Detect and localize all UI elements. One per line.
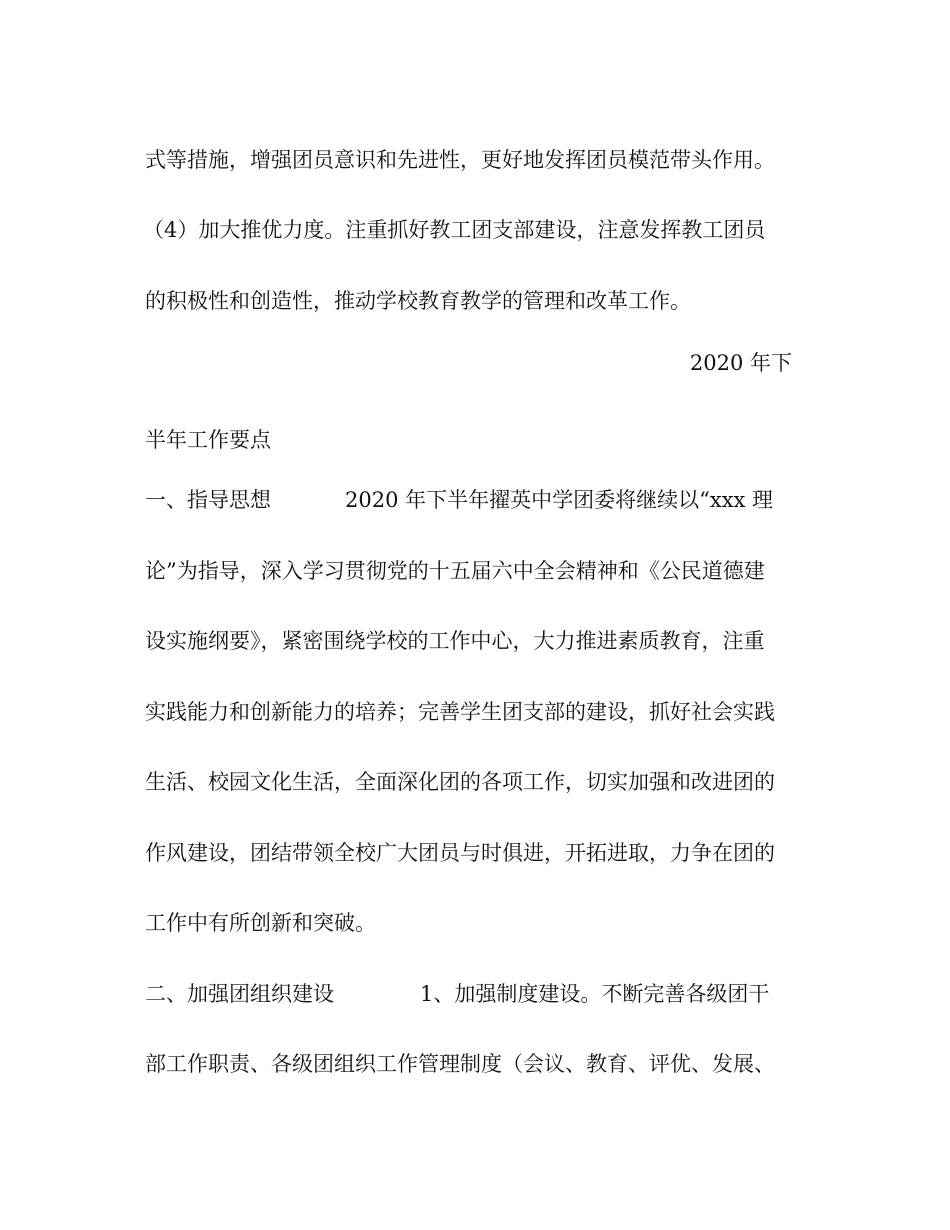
paragraph-line: 实践能力和创新能力的培养；完善学生团支部的建设，抓好社会实践 bbox=[145, 700, 775, 724]
paragraph-line: 设实施纲要》，紧密围绕学校的工作中心，大力推进素质教育，注重 bbox=[145, 629, 765, 653]
paragraph-line: （4）加大推优力度。注重抓好教工团支部建设，注意发挥教工团员 bbox=[143, 218, 766, 242]
paragraph-line: 生活、校园文化生活，全面深化团的各项工作，切实加强和改进团的 bbox=[145, 770, 775, 794]
section-two-line bbox=[145, 979, 805, 1009]
section-one-text: 2020 年下半年擢英中学团委将继续以“xxx 理 bbox=[345, 488, 774, 512]
paragraph-line: 式等措施，增强团员意识和先进性，更好地发挥团员模范带头作用。 bbox=[145, 148, 775, 172]
paragraph-line: 论”为指导，深入学习贯彻党的十五届六中全会精神和《公民道德建 bbox=[145, 559, 765, 583]
paragraph-line: 的积极性和创造性，推动学校教育教学的管理和改革工作。 bbox=[145, 289, 691, 313]
section-two-heading: 二、加强团组织建设 bbox=[145, 982, 334, 1006]
section-one-line bbox=[145, 485, 805, 515]
date-line: 2020 年下 bbox=[689, 351, 792, 375]
paragraph-line: 工作中有所创新和突破。 bbox=[145, 911, 376, 935]
paragraph-line: 部工作职责、各级团组织工作管理制度（会议、教育、评优、发展、 bbox=[145, 1052, 775, 1076]
paragraph-line: 作风建设，团结带领全校广大团员与时俱进，开拓进取，力争在团的 bbox=[145, 841, 775, 865]
section-two-text: 1、加强制度建设。不断完善各级团干 bbox=[420, 982, 770, 1006]
section-one-heading: 一、指导思想 bbox=[145, 488, 271, 512]
section-title: 半年工作要点 bbox=[145, 428, 271, 452]
